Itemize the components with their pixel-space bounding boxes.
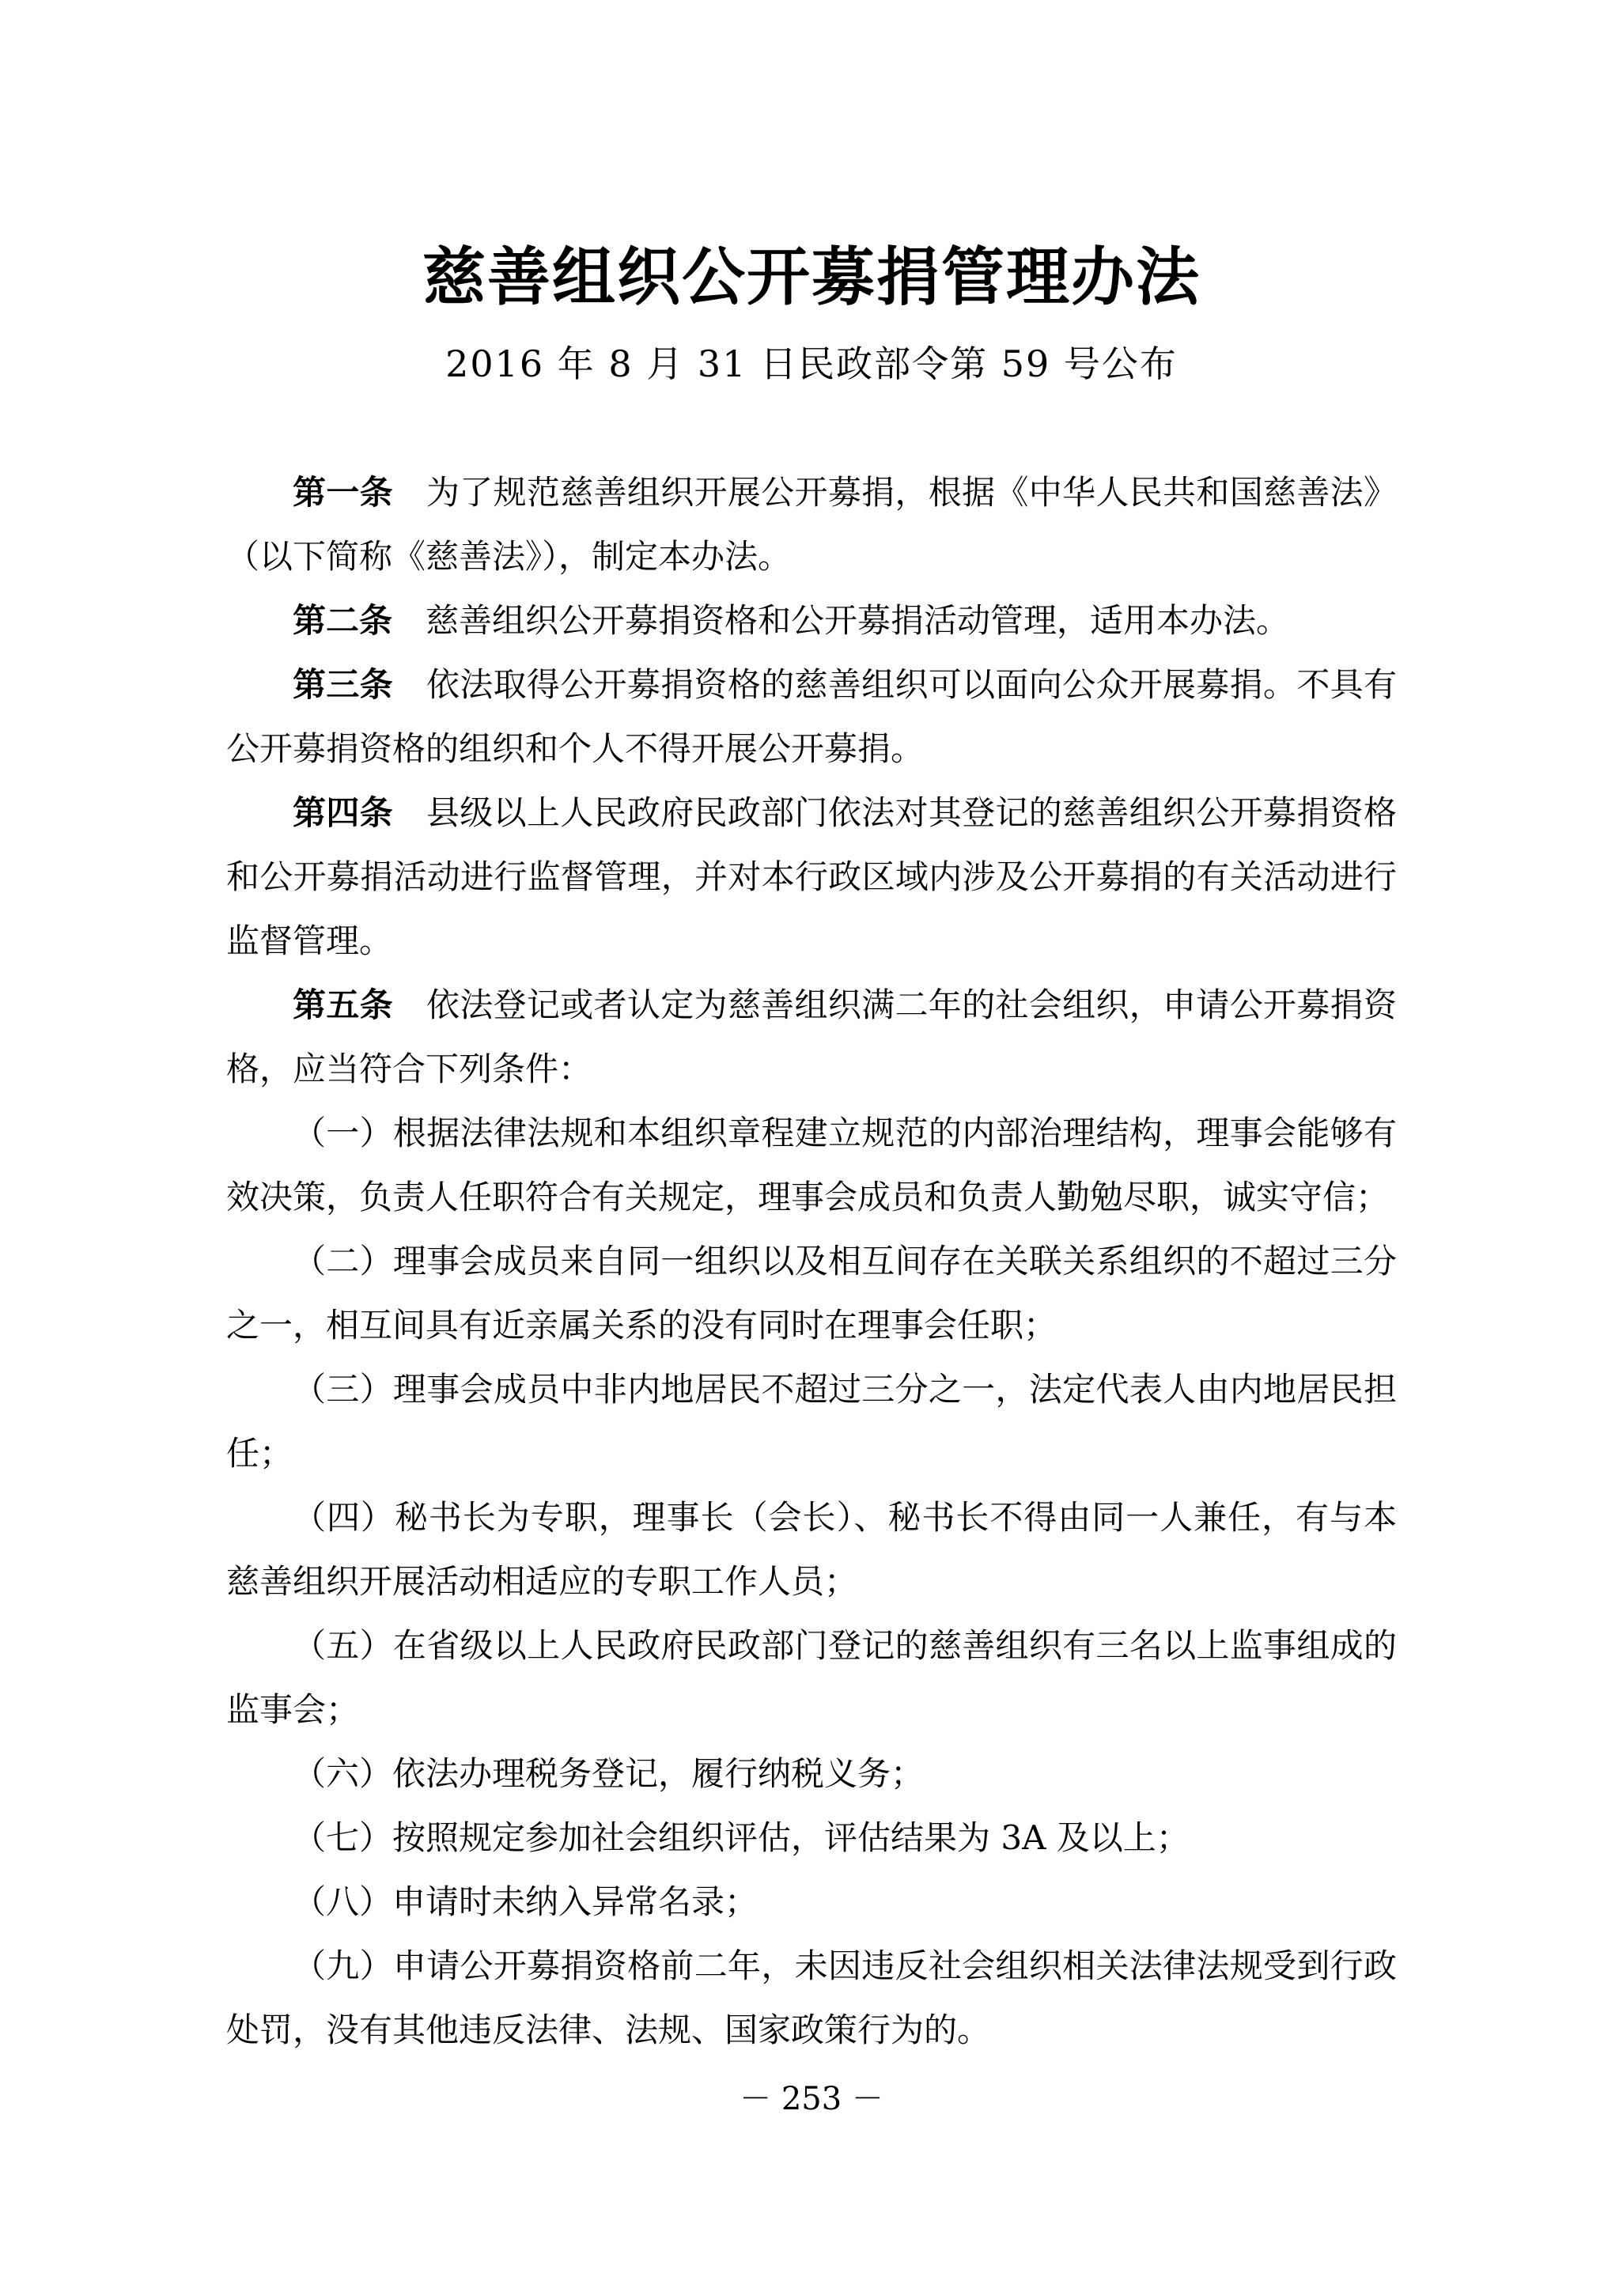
article-label: 第三条 bbox=[293, 665, 393, 704]
document-title: 慈善组织公开募捐管理办法 bbox=[422, 240, 1201, 314]
article-text: 慈善组织公开募捐资格和公开募捐活动管理，适用本办法。 bbox=[426, 601, 1290, 640]
page-number: － 253 － bbox=[740, 2081, 883, 2117]
article-text: 县级以上人民政府民政部门依法对其登记的慈善组织公开募捐资格和公开募捐活动进行监督管理，并对本行政区域内涉及公开募捐的有关活动进行监督管理。 bbox=[226, 793, 1397, 960]
article-label: 第二条 bbox=[293, 601, 393, 640]
article-label: 第四条 bbox=[293, 793, 393, 832]
condition-item-8: （八）申请时未纳入异常名录； bbox=[293, 1882, 759, 1921]
article-3 bbox=[226, 652, 1397, 781]
condition-item-9: （九）申请公开募捐资格前二年，未因违反社会组织相关法律法规受到行政处罚，没有其他违反法律、法规、国家政策行为的。 bbox=[226, 1946, 1397, 2049]
document-body bbox=[226, 460, 1397, 2062]
article-label: 第五条 bbox=[293, 985, 393, 1024]
article-text: 为了规范慈善组织开展公开募捐，根据《中华人民共和国慈善法》（以下简称《慈善法》），制定本办法。 bbox=[226, 473, 1397, 576]
article-4 bbox=[226, 781, 1397, 973]
article-5 bbox=[226, 973, 1397, 1101]
condition-item-1: （一）根据法律法规和本组织章程建立规范的内部治理结构，理事会能够有效决策，负责人任职符合有关规定，理事会成员和负责人勤勉尽职，诚实守信； bbox=[226, 1114, 1397, 1216]
condition-item-3: （三）理事会成员中非内地居民不超过三分之一，法定代表人由内地居民担任； bbox=[226, 1370, 1397, 1473]
condition-item-2: （二）理事会成员来自同一组织以及相互间存在关联关系组织的不超过三分之一，相互间具有近亲属关系的没有同时在理事会任职； bbox=[226, 1242, 1397, 1345]
condition-item-7: （七）按照规定参加社会组织评估，评估结果为 3A 及以上； bbox=[293, 1818, 1190, 1857]
article-label: 第一条 bbox=[293, 473, 393, 512]
article-text: 依法登记或者认定为慈善组织满二年的社会组织，申请公开募捐资格，应当符合下列条件： bbox=[226, 985, 1397, 1088]
article-text: 依法取得公开募捐资格的慈善组织可以面向公众开展募捐。不具有公开募捐资格的组织和个人不得开展公开募捐。 bbox=[226, 665, 1397, 768]
condition-item-6: （六）依法办理税务登记，履行纳税义务； bbox=[293, 1754, 925, 1793]
article-1 bbox=[226, 460, 1397, 588]
article-2 bbox=[226, 588, 1397, 652]
condition-item-5: （五）在省级以上人民政府民政部门登记的慈善组织有三名以上监事组成的监事会； bbox=[226, 1626, 1397, 1729]
condition-item-4: （四）秘书长为专职，理事长（会长）、秘书长不得由同一人兼任，有与本慈善组织开展活动相适应的专职工作人员； bbox=[226, 1498, 1397, 1601]
document-subtitle: 2016 年 8 月 31 日民政部令第 59 号公布 bbox=[445, 342, 1178, 385]
